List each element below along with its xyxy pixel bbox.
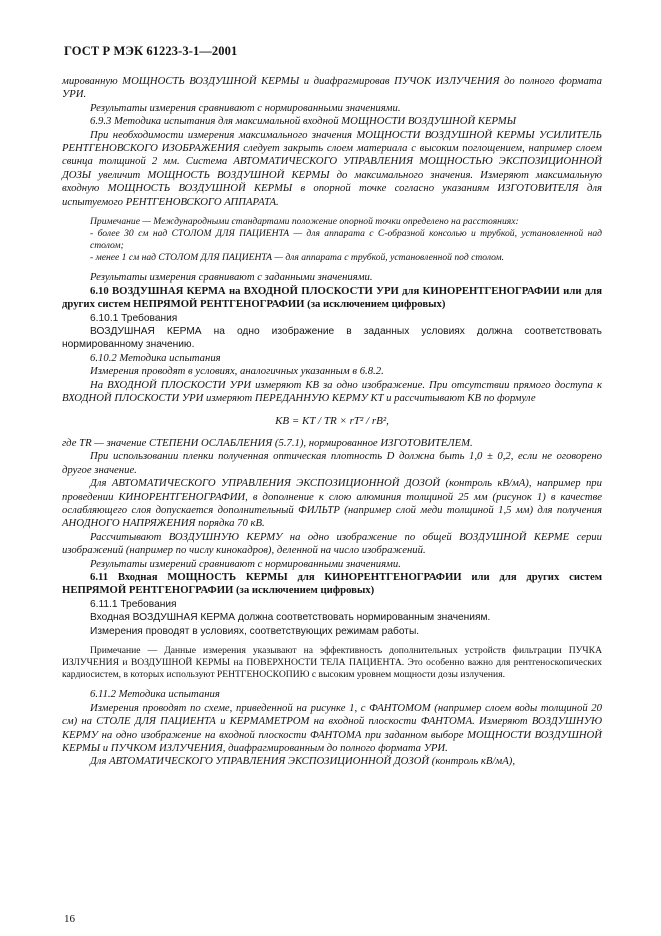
subsection-heading: 6.10.2 Методика испытания xyxy=(90,351,221,364)
paragraph: Измерения проводят в условиях, аналогичных указанным в 6.8.2. xyxy=(90,365,384,378)
paragraph: мированную МОЩНОСТЬ ВОЗДУШНОЙ КЕРМЫ и диафрагмировав ПУЧОК ИЗЛУЧЕНИЯ до полного формата УРИ. xyxy=(62,75,602,101)
note: Примечание — Данные измерения указывают на эффективность дополнительных устройств фильтрации ПУЧКА ИЗЛУЧЕНИЯ и ВОЗДУШНОЙ КЕРМЫ на ПОВЕРХНОСТИ ТЕЛА ПАЦИЕНТА. Это особенно важно для рентгеноскопических кардиосистем, в которых используют РЕНТГЕНОСКОПИЮ с высоким уровнем мощности дозы излучения. xyxy=(62,645,602,681)
paragraph: Рассчитывают ВОЗДУШНУЮ КЕРМУ на одно изображение по общей ВОЗДУШНОЙ КЕРМЕ серии изображений (например по числу кинокадров), деленной на число изображений. xyxy=(62,530,602,557)
paragraph: Для АВТОМАТИЧЕСКОГО УПРАВЛЕНИЯ ЭКСПОЗИЦИОННОЙ ДОЗОЙ (контроль кВ/мА), например при проведении КИНОРЕНТГЕНОГРАФИИ, в дополнение к слою алюминия толщиной 25 мм (рисунок 1) в качестве ослабляющего слоя допускается дополнительный ФИЛЬТР (например слой меди толщиной 1,5 мм) для получения АНОДНОГО НАПРЯЖЕНИЯ порядка 70 кВ. xyxy=(62,477,602,530)
formula xyxy=(62,415,602,428)
note-item: - менее 1 см над СТОЛОМ ДЛЯ ПАЦИЕНТА — для аппарата с трубкой, установленной под столом. xyxy=(90,252,505,264)
subsection-heading: 6.11.2 Методика испытания xyxy=(90,688,220,701)
subsection-heading: 6.11.1 Требования xyxy=(90,598,177,610)
section-heading: 6.11 Входная МОЩНОСТЬ КЕРМЫ для КИНОРЕНТГЕНОГРАФИИ или для других систем НЕПРЯМОЙ РЕНТГЕНОГРАФИИ (за исключением цифровых) xyxy=(62,570,602,597)
paragraph: Входная ВОЗДУШНАЯ КЕРМА должна соответствовать нормированным значениям. xyxy=(90,612,491,624)
paragraph: Результаты измерения сравнивают с нормированными значениями. xyxy=(90,101,401,114)
paragraph: Измерения проводят в условиях, соответствующих режимам работы. xyxy=(90,625,420,637)
paragraph: где TR — значение СТЕПЕНИ ОСЛАБЛЕНИЯ (5.7.1), нормированное ИЗГОТОВИТЕЛЕМ. xyxy=(62,436,473,449)
paragraph: При необходимости измерения максимального значения МОЩНОСТИ ВОЗДУШНОЙ КЕРМЫ УСИЛИТЕЛЬ РЕНТГЕНОВСКОГО ИЗОБРАЖЕНИЯ следует закрыть слоем материала с высоким поглощением, например слоем свинца толщиной 2 мм. Система АВТОМАТИЧЕСКОГО УПРАВЛЕНИЯ МОЩНОСТЬЮ ЭКСПОЗИЦИОННОЙ ДОЗЫ увеличит МОЩНОСТЬ ВОЗДУШНОЙ КЕРМЫ до максимального значения. Измеряют максимальную входную МОЩНОСТЬ ВОЗДУШНОЙ КЕРМЫ в опорной точке согласно указаниям ИЗГОТОВИТЕЛЯ для испытуемого РЕНТГЕНОВСКОГО АППАРАТА. xyxy=(62,128,602,208)
paragraph: Измерения проводят по схеме, приведенной на рисунке 1, с ФАНТОМОМ (например слоем воды толщиной 20 см) на СТОЛЕ ДЛЯ ПАЦИЕНТА и КЕРМАМЕТРОМ на входной плоскости ФАНТОМА. Измеряют ВОЗДУШНУЮ КЕРМУ на одно изображение на входной плоскости ФАНТОМА при заданном выборе МОЩНОСТИ ВОЗДУШНОЙ КЕРМЫ и ПУЧКОМ ИЗЛУЧЕНИЯ, диафрагмированным до полного формата УРИ. xyxy=(62,701,602,754)
paragraph: ВОЗДУШНАЯ КЕРМА на одно изображение в заданных условиях должна соответствовать нормированному значению. xyxy=(62,326,602,351)
document-body xyxy=(62,75,602,769)
formula-text: KB = KT / TR × rT² / rB², xyxy=(275,414,389,427)
paragraph: На ВХОДНОЙ ПЛОСКОСТИ УРИ измеряют KB за одно изображение. При отсутствии прямого доступа к ВХОДНОЙ ПЛОСКОСТИ УРИ измеряют ПЕРЕДАННУЮ КЕРМУ KT и рассчитывают KB по формуле xyxy=(62,378,602,405)
note: Примечание — Международными стандартами положение опорной точки определено на расстояниях: xyxy=(90,216,519,228)
page-number: 16 xyxy=(64,913,75,925)
paragraph: При использовании пленки полученная оптическая плотность D должна быть 1,0 ± 0,2, если не оговорено другое значение. xyxy=(62,450,602,476)
note-item: - более 30 см над СТОЛОМ ДЛЯ ПАЦИЕНТА — для аппарата с С-образной консолью и трубкой, установленной над столом; xyxy=(90,228,602,252)
paragraph: Результаты измерения сравнивают с заданными значениями. xyxy=(90,271,373,284)
document-header: ГОСТ Р МЭК 61223-3-1—2001 xyxy=(64,44,238,58)
section-heading: 6.10 ВОЗДУШНАЯ КЕРМА на ВХОДНОЙ ПЛОСКОСТИ УРИ для КИНОРЕНТГЕНОГРАФИИ или для других систем НЕПРЯМОЙ РЕНТГЕНОГРАФИИ (за исключением цифровых) xyxy=(62,284,602,311)
paragraph: Результаты измерений сравнивают с нормированными значениями. xyxy=(90,557,401,570)
subsection-heading: 6.9.3 Методика испытания для максимальной входной МОЩНОСТИ ВОЗДУШНОЙ КЕРМЫ xyxy=(90,115,517,128)
subsection-heading: 6.10.1 Требования xyxy=(90,312,178,324)
paragraph: Для АВТОМАТИЧЕСКОГО УПРАВЛЕНИЯ ЭКСПОЗИЦИОННОЙ ДОЗОЙ (контроль кВ/мА), xyxy=(90,755,516,768)
